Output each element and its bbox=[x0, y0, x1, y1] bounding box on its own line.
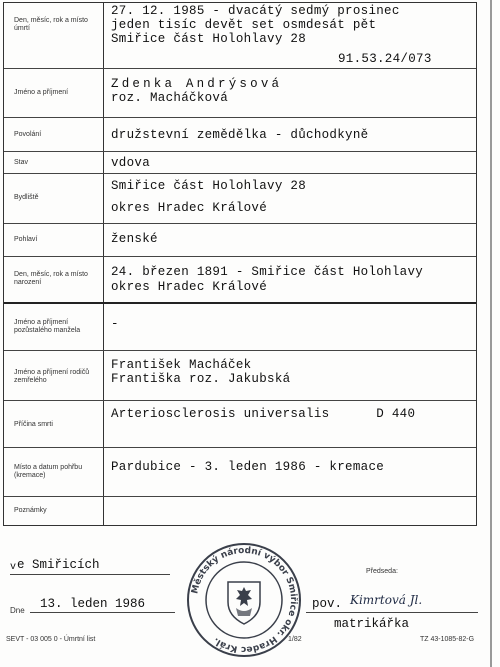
row-occupation bbox=[4, 118, 476, 152]
label-occupation: Povolání bbox=[14, 131, 42, 138]
issue-place: e Smiřicích bbox=[17, 558, 100, 572]
signature-underline bbox=[306, 612, 478, 613]
label-surviving-spouse: Jméno a příjmení pozůstalého manžela bbox=[14, 319, 81, 334]
value-sex: ženské bbox=[111, 232, 158, 246]
row-notes bbox=[4, 497, 476, 525]
value-birth-line-1: 24. březen 1891 - Smiřice část Holohlavy bbox=[111, 265, 424, 279]
official-stamp bbox=[184, 540, 304, 660]
value-marital-status: vdova bbox=[111, 156, 151, 170]
date-underline bbox=[30, 612, 175, 613]
row-birth-date-place bbox=[4, 257, 476, 304]
value-death-line-3: Smiřice část Holohlavy 28 bbox=[111, 32, 307, 46]
row-burial bbox=[4, 448, 476, 497]
record-form bbox=[3, 2, 477, 526]
value-record-number: 91.53.24/073 bbox=[338, 52, 432, 66]
place-underline bbox=[10, 574, 170, 575]
date-label: Dne bbox=[10, 606, 25, 615]
value-death-line-1: 27. 12. 1985 - dvacátý sedmý prosinec bbox=[111, 4, 400, 18]
place-prefix: v bbox=[10, 562, 17, 573]
row-cause-of-death bbox=[4, 401, 476, 448]
value-father: František Macháček bbox=[111, 358, 252, 372]
value-death-line-2: jeden tisíc devět set osmdesát pět bbox=[111, 18, 377, 32]
label-marital-status: Stav bbox=[14, 159, 29, 166]
label-death-date-place: Den, měsíc, rok a místo úmrtí bbox=[14, 17, 88, 32]
label-name: Jméno a příjmení bbox=[14, 89, 69, 96]
value-cause-of-death: Arteriosclerosis universalis D 440 bbox=[111, 407, 416, 421]
row-surviving-spouse bbox=[4, 304, 476, 351]
tz-code: TZ 43-1085-82-G bbox=[420, 636, 475, 643]
value-name: Zdenka Andrýsová bbox=[111, 77, 283, 91]
row-residence bbox=[4, 174, 476, 224]
page-edge bbox=[490, 0, 492, 667]
value-mother: Františka roz. Jakubská bbox=[111, 372, 291, 386]
row-parents bbox=[4, 351, 476, 401]
value-occupation: družstevní zemědělka - důchodkyně bbox=[111, 128, 369, 142]
chairman-label: Předseda: bbox=[366, 568, 398, 575]
label-sex: Pohlaví bbox=[14, 236, 38, 243]
value-surviving-spouse: - bbox=[111, 317, 119, 331]
label-cause-of-death: Příčina smrti bbox=[14, 421, 53, 428]
stamp-text: Městský národní výbor Smiřice okr. Hradec Král. bbox=[190, 545, 299, 655]
coat-of-arms-icon bbox=[228, 582, 260, 624]
signature-prefix: pov. bbox=[312, 597, 343, 611]
value-residence-line-1: Smiřice část Holohlavy 28 bbox=[111, 179, 307, 193]
value-maiden-name: roz. Macháčková bbox=[111, 91, 229, 105]
label-parents: Jméno a příjmení rodičů zemřelého bbox=[14, 369, 90, 384]
signature: Kimrtová Jl. bbox=[350, 593, 423, 607]
form-code: SEVT - 03 005 0 - Úmrtní list bbox=[6, 636, 96, 643]
label-birth-date-place: Den, měsíc, rok a místo narození bbox=[14, 271, 88, 286]
row-death-date-place bbox=[4, 3, 476, 69]
value-residence-line-2: okres Hradec Králové bbox=[111, 201, 268, 215]
value-birth-line-2: okres Hradec Králové bbox=[111, 280, 268, 294]
form-number: 1/82 bbox=[288, 636, 302, 643]
label-residence: Bydliště bbox=[14, 194, 39, 201]
issue-date: 13. leden 1986 bbox=[40, 597, 146, 611]
role-title: matrikářka bbox=[334, 617, 410, 631]
row-marital-status bbox=[4, 152, 476, 174]
label-burial: Místo a datum pohřbu (kremace) bbox=[14, 464, 83, 479]
row-name bbox=[4, 69, 476, 118]
value-burial: Pardubice - 3. leden 1986 - kremace bbox=[111, 460, 385, 474]
row-sex bbox=[4, 224, 476, 257]
label-notes: Poznámky bbox=[14, 507, 47, 514]
